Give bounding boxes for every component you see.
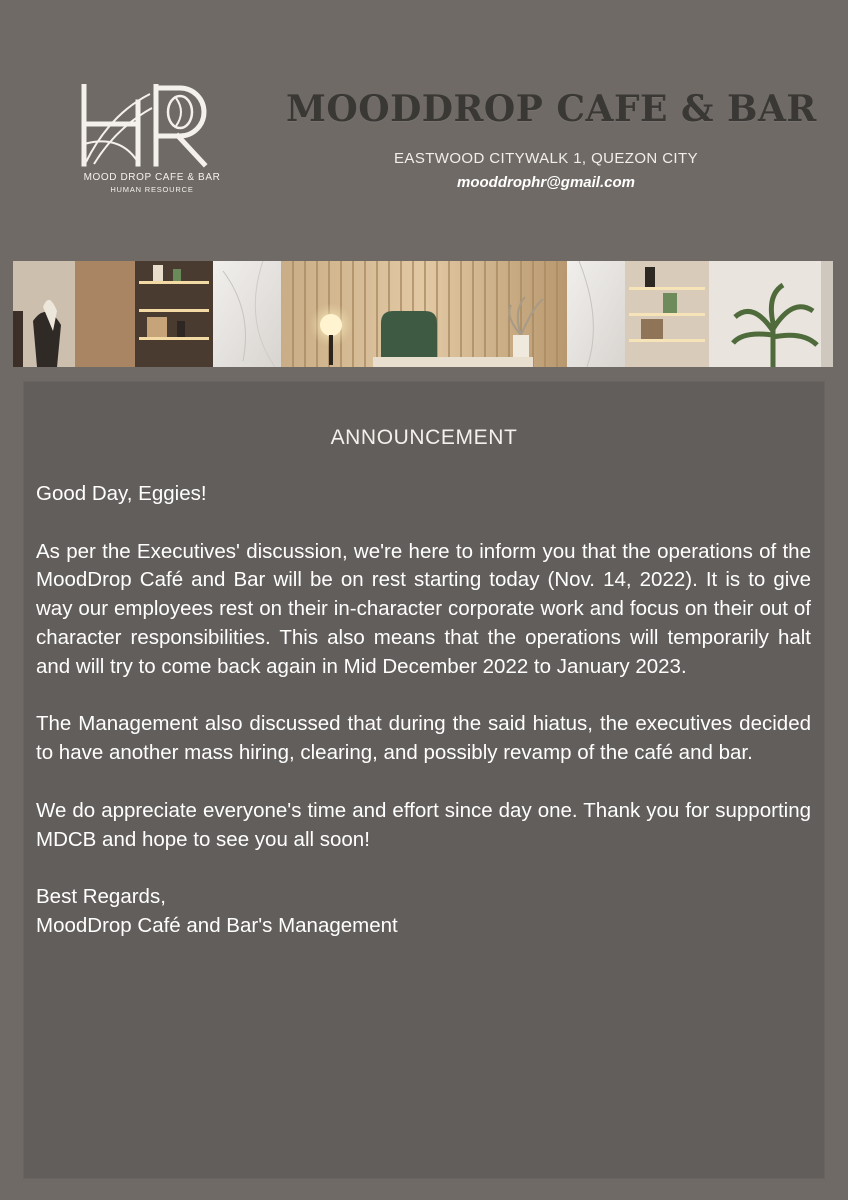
sign-off [36, 883, 811, 941]
closing: Best Regards, [36, 885, 166, 909]
address: EASTWOOD CITYWALK 1, QUEZON CITY [394, 150, 698, 167]
logo-name: MOOD DROP CAFE & BAR [83, 172, 221, 183]
paragraph-operations-rest: As per the Executives' discussion, we're here to inform you that the operations of the MoodDrop Café and Bar will be on rest starting today (Nov. 14, 2022). It is to give way our employees rest on their in-character corporate work and focus on their out of character responsibilities. This also means that the operations will temporarily halt and will try to come back again in Mid December 2022 to January 2023. [36, 539, 811, 678]
brand-title: MOODDROP CAFE & BAR [286, 88, 817, 130]
announcement-body [36, 480, 811, 941]
hr-logo [52, 84, 252, 198]
email[interactable]: mooddrophr@gmail.com [457, 174, 635, 191]
interior-banner-image [13, 261, 833, 367]
greeting: Good Day, Eggies! [36, 482, 207, 505]
announcement-heading: ANNOUNCEMENT [330, 426, 518, 449]
logo-subtitle: HUMAN RESOURCE [110, 185, 194, 194]
announcement-card [24, 382, 824, 1178]
paragraph-thank-you: We do appreciate everyone's time and effort since day one. Thank you for supporting MDCB and hope to see you all soon! [36, 798, 811, 851]
hr-monogram-icon [80, 84, 224, 170]
paragraph-hiatus-hiring: The Management also discussed that during the said hiatus, the executives decided to have another mass hiring, clearing, and possibly revamp of the café and bar. [36, 712, 811, 765]
signature: MoodDrop Café and Bar's Management [36, 913, 398, 937]
